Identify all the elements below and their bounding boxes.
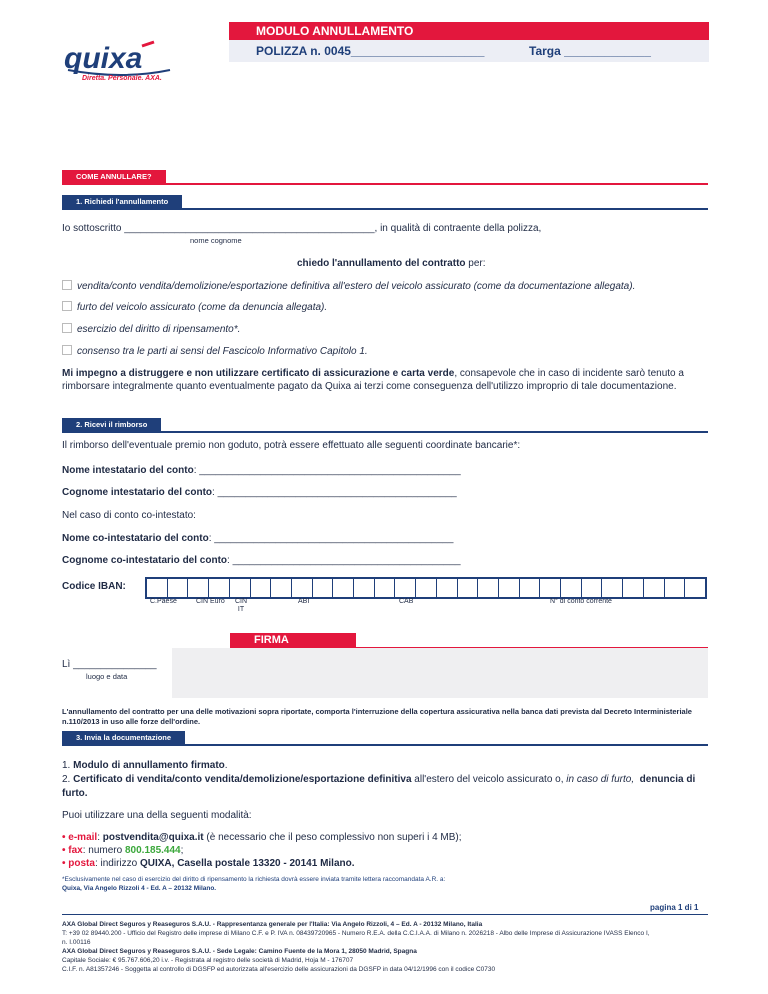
iban-field[interactable] [145, 577, 707, 599]
holder-name-field[interactable]: Nome intestatario del conto: _______________________________________________ [62, 465, 461, 476]
footer-line: Capitale Sociale: € 95.767.606,20 i.v. - Registrata al registro delle società di Madrid, Hoja M - 176707 [62, 957, 354, 964]
email-mode: • e-mail: postvendita@quixa.it (è necessario che il peso complessivo non superi i 4 MB); [62, 832, 462, 843]
iban-cab-label: CAB [399, 598, 414, 605]
checkbox-icon [62, 280, 72, 290]
refund-intro: Il rimborso dell'eventuale premio non goduto, potrà essere effettuato alle seguenti coordinate bancarie*: [62, 440, 521, 451]
holder-surname-field[interactable]: Cognome intestatario del conto: ___________________________________________ [62, 487, 457, 498]
signature-heading: FIRMA [230, 633, 356, 648]
policy-bar [229, 40, 709, 62]
logo-wordmark: quixa [64, 42, 143, 75]
divider [62, 431, 708, 433]
checkbox-icon [62, 345, 72, 355]
coholder-surname-field[interactable]: Cognome co-intestatario del conto: _________________________________________ [62, 555, 461, 566]
option-theft[interactable]: furto del veicolo assicurato (come da denuncia allegata). [62, 301, 327, 313]
quixa-logo [62, 40, 182, 90]
checkbox-icon [62, 301, 72, 311]
footer [62, 920, 708, 974]
iban-abi-label: ABI [298, 598, 310, 605]
withdrawal-address: Quixa, Via Angelo Rizzoli 4 - Ed. A – 20132 Milano. [62, 885, 217, 892]
divider [62, 744, 708, 746]
option-sale[interactable]: vendita/conto vendita/demolizione/esportazione definitiva all'estero del veicolo assicurato (come da documentazione allegata). [62, 280, 635, 292]
section1-heading: 1. Richiedi l'annullamento [62, 195, 182, 209]
doc-item-2: 2. Certificato di vendita/conto vendita/demolizione/esportazione definitiva all'estero del veicolo assicurato o, in caso di furto, denuncia di [62, 774, 696, 785]
iban-account-label: N° di conto corrente [550, 598, 612, 605]
place-date-hint: luogo e data [86, 672, 128, 681]
doc-item-1: 1. Modulo di annullamento firmato. [62, 760, 228, 771]
modes-intro: Puoi utilizzare una della seguenti modalità: [62, 810, 252, 821]
doc-item-2-cont: furto. [62, 788, 88, 799]
section3-heading: 3. Invia la documentazione [62, 731, 185, 745]
footer-line: C.I.F. n. A81357246 - Soggetta al controllo di DGSFP ed autorizzata all'esercizio delle assicurazioni da DGSFP in data 04/12/1996 con il codice C0730 [62, 966, 496, 973]
checkbox-icon [62, 323, 72, 333]
commitment-line-1: Mi impegno a distruggere e non utilizzare certificato di assicurazione e carta verde, consapevole che in caso di incidente sarò tenuto a [62, 368, 684, 379]
divider [62, 914, 708, 915]
coholder-name-field[interactable]: Nome co-intestatario del conto: ___________________________________________ [62, 533, 454, 544]
email-link[interactable]: postvendita@quixa.it [102, 832, 204, 843]
option-consent[interactable]: consenso tra le parti ai sensi del Fascicolo Informativo Capitolo 1. [62, 345, 368, 357]
fax-mode: • fax: numero 800.185.444; [62, 845, 184, 856]
footer-line: AXA Global Direct Seguros y Reaseguros S.A.U. - Rappresentanza generale per l'Italia: Via Angelo Rizzoli, 4 – Ed. A - 20132 Milano, Italia [62, 921, 483, 928]
joint-account-note: Nel caso di conto co-intestato: [62, 510, 196, 521]
divider [62, 183, 708, 185]
iban-label: Codice IBAN: [62, 581, 126, 592]
footer-line: n. I.00116 [62, 939, 91, 946]
withdrawal-note: *Esclusivamente nel caso di esercizio del diritto di ripensamento la richiesta dovrà essere inviata tramite lettera raccomandata A.R. a: [62, 876, 446, 883]
iban-cin-it-label: CIN IT [234, 598, 248, 613]
request-line: chiedo l'annullamento del contratto per: [297, 258, 486, 269]
iban-cin-euro-label: CIN Euro [196, 598, 225, 605]
footer-line: T: +39 02 89440.200 - Ufficio del Registro delle imprese di Milano C.F. e P. IVA n. 08439720965 - Numero R.E.A. della C.C.I.A.A. di Milano n. 2026218 - Albo delle Imprese di Assicurazione IVASS Elenco I, [62, 930, 650, 937]
divider [62, 208, 708, 210]
cancellation-notice: L'annullamento del contratto per una delle motivazioni sopra riportate, comporta l'interruzione della copertura assicurativa nella banca dati prevista dal Decreto Interministeriale n.110/2013 in uso alle forze dell'ordine. [62, 707, 692, 726]
footer-line: AXA Global Direct Seguros y Reaseguros S.A.U. - Sede Legale: Camino Fuente de la Mora 1, 28050 Madrid, Spagna [62, 948, 417, 955]
page-number: pagina 1 di 1 [650, 903, 699, 912]
post-mode: • posta: indirizzo QUIXA, Casella postale 13320 - 20141 Milano. [62, 858, 355, 869]
how-to-cancel-heading: COME ANNULLARE? [62, 170, 166, 184]
policy-number-field[interactable]: POLIZZA n. 0045____________________ [256, 44, 485, 58]
subscriber-line[interactable]: Io sottoscritto _____________________________________________, in qualità di contraente della polizza, [62, 223, 542, 234]
plate-field[interactable]: Targa _____________ [529, 44, 651, 58]
signature-box[interactable] [172, 648, 708, 698]
name-hint: nome cognome [190, 236, 242, 245]
place-date-field[interactable]: Lì _______________ [62, 659, 157, 670]
quixa-logo-icon [62, 40, 182, 90]
option-withdrawal[interactable]: esercizio del diritto di ripensamento*. [62, 323, 240, 335]
iban-country-label: C.Paese [150, 598, 177, 605]
commitment-line-2: rimborsare integralmente quanto eventualmente pagato da Quixa ai terzi come conseguenza dell'utilizzo improprio di tale documentazione. [62, 381, 677, 392]
section2-heading: 2. Ricevi il rimborso [62, 418, 161, 432]
logo-tagline: Diretta. Personale. AXA. [82, 75, 162, 82]
form-title: MODULO ANNULLAMENTO [229, 22, 709, 40]
